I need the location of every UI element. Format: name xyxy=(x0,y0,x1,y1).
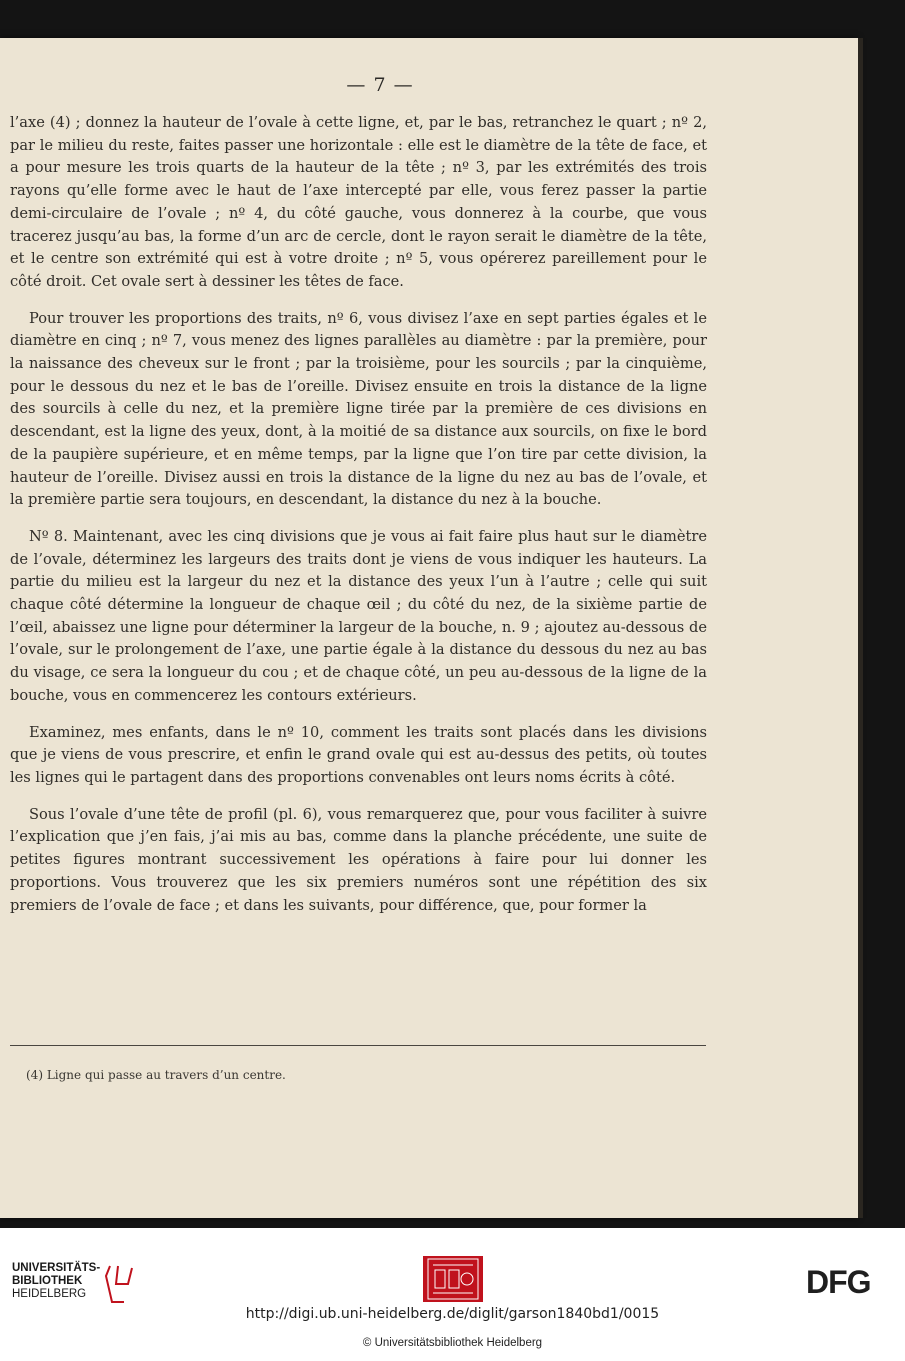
permalink-url[interactable]: http://digi.ub.uni-heidelberg.de/diglit/garson1840bd1/0015 xyxy=(245,1306,660,1322)
footnote-rule xyxy=(10,1045,706,1046)
copyright-notice: © Universitätsbibliothek Heidelberg xyxy=(362,1337,543,1349)
footnote: (4) Ligne qui passe au travers d’un centre. xyxy=(26,1068,286,1082)
paragraph-1: l’axe (4) ; donnez la hauteur de l’ovale à cette ligne, et, par le bas, retranchez le quart ; nº 2, par le milieu du reste, faites passer une horizontale : elle est le diamètre de la tête de face, et a pour mesure les trois quarts de la hauteur de la tête ; nº 3, par les extrémités des trois rayons qu’elle forme avec le haut de l’axe intercepté par elle, vous ferez passer la partie demi-circulaire de l’ovale ; nº 4, du côté gauche, vous donnerez à la courbe, que vous tracerez jusqu’au bas, la forme d’un arc de cercle, dont le rayon serait le diamètre de la tête, et le centre son extrémité qui est à votre droite ; nº 5, vous opérerez pareillement pour le côté droit. Cet ovale sert à dessiner les têtes de face. xyxy=(10,114,707,290)
dfg-logo[interactable]: DFG xyxy=(806,1264,871,1300)
library-name-line3: HEIDELBERG xyxy=(12,1288,87,1300)
page-edge xyxy=(858,38,863,1218)
library-logo[interactable] xyxy=(12,1262,132,1304)
paragraph-5: Sous l’ovale d’une tête de profil (pl. 6), vous remarquerez que, pour vous faciliter à suivre l’explication que j’en fais, j’ai mis au bas, comme dans la planche précédente, une suite de petites figures montrant successivement les opérations à faire pour lui donner les proportions. Vous trouverez que les six premiers numéros sont une répétition des six premiers de l’ovale de face ; et dans les suivants, pour différence, que, pour former la xyxy=(10,805,707,914)
eod-emblem-icon xyxy=(423,1256,483,1302)
body-text xyxy=(10,112,707,931)
library-name-line1: UNIVERSITÄTS- xyxy=(12,1262,101,1274)
paragraph-3: Nº 8. Maintenant, avec les cinq divisions que je vous ai fait faire plus haut sur le diamètre de l’ovale, déterminez les largeurs des traits dont je viens de vous indiquer les hauteurs. La partie du milieu est la largeur du nez et la distance des yeux l’un à l’autre ; celle qui suit chaque côté détermine la longueur de chaque œil ; du côté du nez, de la sixième partie de l’œil, abaissez une ligne pour déterminer la largeur de la bouche, n. 9 ; ajoutez au-dessous de l’ovale, sur le prolongement de l’axe, une partie égale à la distance du dessous du nez au bas du visage, ce sera la longueur du cou ; et de chaque côté, un peu au-dessous de la ligne de la bouche, vous en commencerez les contours extérieurs. xyxy=(10,527,707,704)
paragraph-4: Examinez, mes enfants, dans le nº 10, comment les traits sont placés dans les divisions que je viens de vous prescrire, et enfin le grand ovale qui est au-dessus des petits, où toutes les lignes qui le partagent dans des proportions convenables ont leurs noms écrits à côté. xyxy=(10,723,707,786)
library-emblem-icon xyxy=(104,1262,138,1306)
paragraph-2: Pour trouver les proportions des traits, nº 6, vous divisez l’axe en sept parties égales et le diamètre en cinq ; nº 7, vous menez des lignes parallèles au diamètre : par la première, pour la naissance des cheveux sur le front ; par la troisième, pour les sourcils ; par la cinquième, pour le dessous du nez et le bas de l’oreille. Divisez ensuite en trois la distance de la ligne des sourcils à celle du nez, et la première ligne tirée par la première de ces divisions en descendant, est la ligne des yeux, dont, à la moitié de sa distance aux sourcils, on fixe le bord de la paupière supérieure, et en même temps, par la ligne que l’on tire par cette division, la hauteur de l’oreille. Divisez aussi en trois la distance de la ligne du nez au bas de l’ovale, et la première partie sera toujours, en descendant, la distance du nez à la bouche. xyxy=(10,309,707,509)
eod-logo[interactable] xyxy=(423,1256,483,1302)
library-name-line2: BIBLIOTHEK xyxy=(12,1275,83,1287)
page-number: — 7 — xyxy=(346,74,414,96)
